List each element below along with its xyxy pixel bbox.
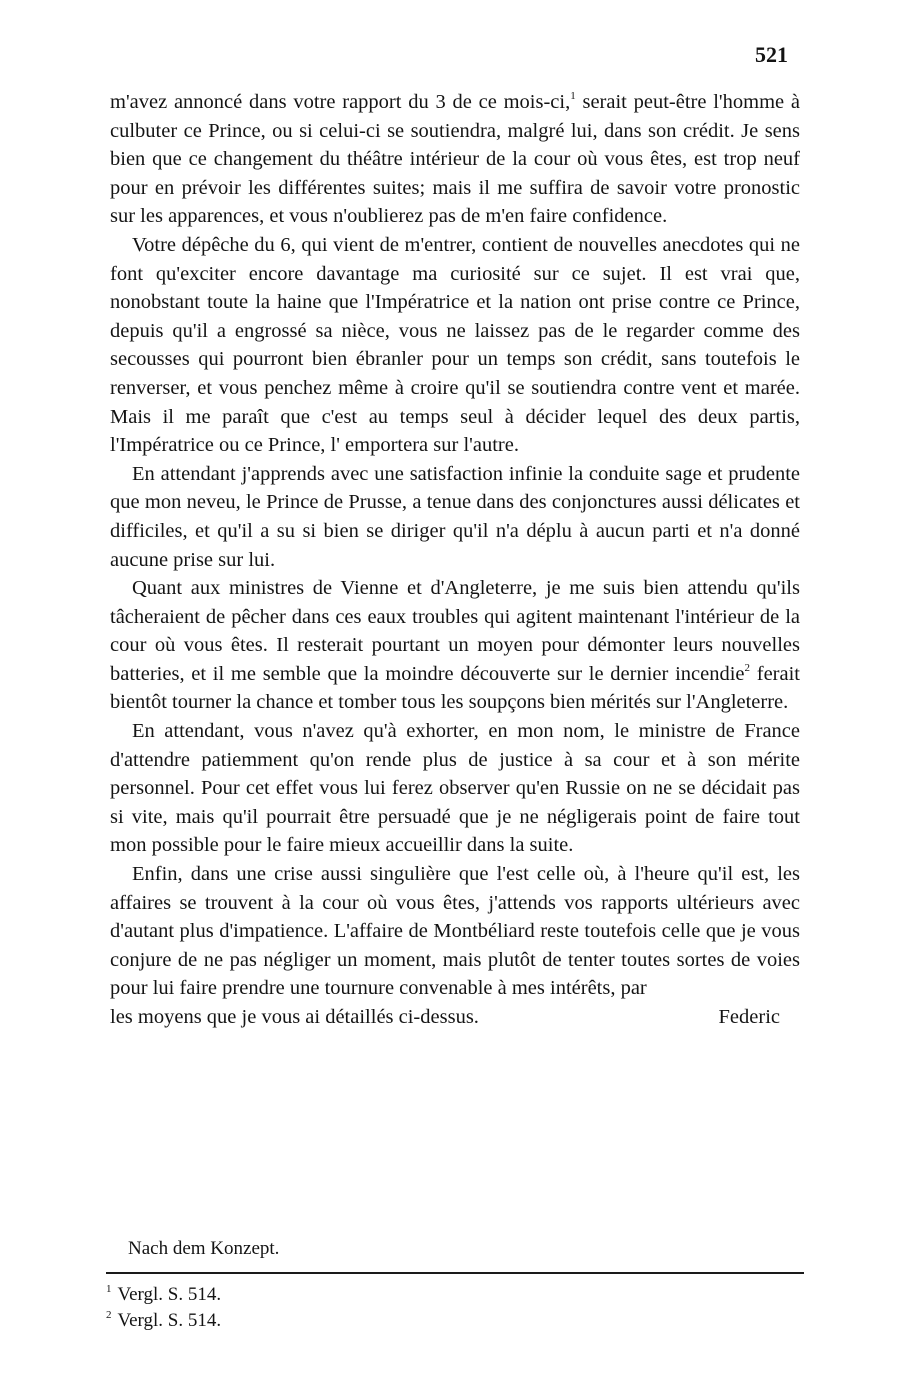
paragraph-text: serait peut-être l'homme à culbuter ce Prince, ou si celui-ci se soutiendra, malgré lui, dans son crédit. Je sens bien que ce changement du théâtre intérieur de la cour où vous êtes, est trop neuf pour en prévoir les différentes suites; mais il me suffira de savoir votre pronostic sur les apparences, et vous n'oublierez pas de m'en faire confidence. xyxy=(110,91,800,228)
paragraph-4 xyxy=(110,574,800,717)
paragraph-text: ferait bientôt tourner la chance et tomber tous les soupçons bien mérités sur l'Angleterre. xyxy=(110,662,800,714)
source-note: Nach dem Konzept. xyxy=(128,1238,280,1259)
paragraph-3: En attendant j'apprends avec une satisfaction infinie la conduite sage et prudente que mon neveu, le Prince de Prusse, a tenue dans des conjonctures aussi délicates et difficiles, et qu'il a su si bien se diriger qu'il n'a déplu à aucun parti et n'a donné aucune prise sur lui. xyxy=(110,462,800,571)
footnotes xyxy=(106,1282,221,1334)
paragraph-1 xyxy=(110,88,800,231)
footnote-text: Vergl. S. 514. xyxy=(117,1310,222,1331)
signature: Federic xyxy=(718,1006,780,1028)
footnote-text: Vergl. S. 514. xyxy=(117,1284,222,1305)
closing-text: les moyens que je vous ai détaillés ci-dessus. xyxy=(110,1006,479,1028)
footnote-ref-2: 2 xyxy=(744,661,751,674)
footnote-divider xyxy=(106,1272,804,1274)
paragraph-5: En attendant, vous n'avez qu'à exhorter, en mon nom, le ministre de France d'attendre patiemment qu'on rende plus de justice à sa cour et à son mérite personnel. Pour cet effet vous lui ferez observer qu'en Russie on ne se décidait pas si vite, mais qu'il pourrait être persuadé que je ne négligerais point de faire tout mon possible pour le faire mieux accueillir dans la suite. xyxy=(110,720,800,857)
closing-line xyxy=(110,1003,800,1032)
paragraph-text: m'avez annoncé dans votre rapport du 3 de ce mois-ci, xyxy=(110,91,571,113)
paragraph-2: Votre dépêche du 6, qui vient de m'entrer, contient de nouvelles anecdotes qui ne font qu'exciter encore davantage ma curiosité sur ce sujet. Il est vrai que, nonobstant toute la haine que l'Impératrice et la nation ont prise contre ce Prince, depuis qu'il a engrossé sa nièce, vous ne laissez pas de le regarder comme des secousses qui pourront bien ébranler pour un temps son crédit, sans toutefois le renverser, et vous penchez même à croire qu'il se soutiendra contre vent et marée. Mais il me paraît que c'est au temps seul à décider lequel des deux partis, l'Impératrice ou ce Prince, l' emportera sur l'autre. xyxy=(110,233,800,457)
footnote-mark: 1 xyxy=(106,1283,112,1295)
footnote-2 xyxy=(106,1308,221,1334)
footnote-1 xyxy=(106,1282,221,1308)
paragraph-text: Quant aux ministres de Vienne et d'Angleterre, je me suis bien attendu qu'ils tâcheraient de pêcher dans ces eaux troubles qui agitent maintenant l'intérieur de la cour où vous êtes. Il resterait pourtant un moyen pour démonter leurs nouvelles batteries, et il me semble que la moindre découverte sur le dernier incendie xyxy=(110,577,800,685)
paragraph-6 xyxy=(110,860,800,1003)
footnote-mark: 2 xyxy=(106,1309,112,1321)
page-number: 521 xyxy=(755,42,788,67)
paragraph-text: Enfin, dans une crise aussi singulière que l'est celle où, à l'heure qu'il est, les affaires se trouvent à la cour où vous êtes, j'attends vos rapports ultérieurs avec d'autant plus d'impatience. L'affaire de Montbéliard reste toutefois celle que je vous conjure de ne pas négliger un moment, mais plutôt de tenter toutes sortes de voies pour lui faire prendre une tournure convenable à mes intérêts, par xyxy=(110,863,800,1000)
footnote-ref-1: 1 xyxy=(570,90,576,102)
letter-body xyxy=(110,88,800,1032)
